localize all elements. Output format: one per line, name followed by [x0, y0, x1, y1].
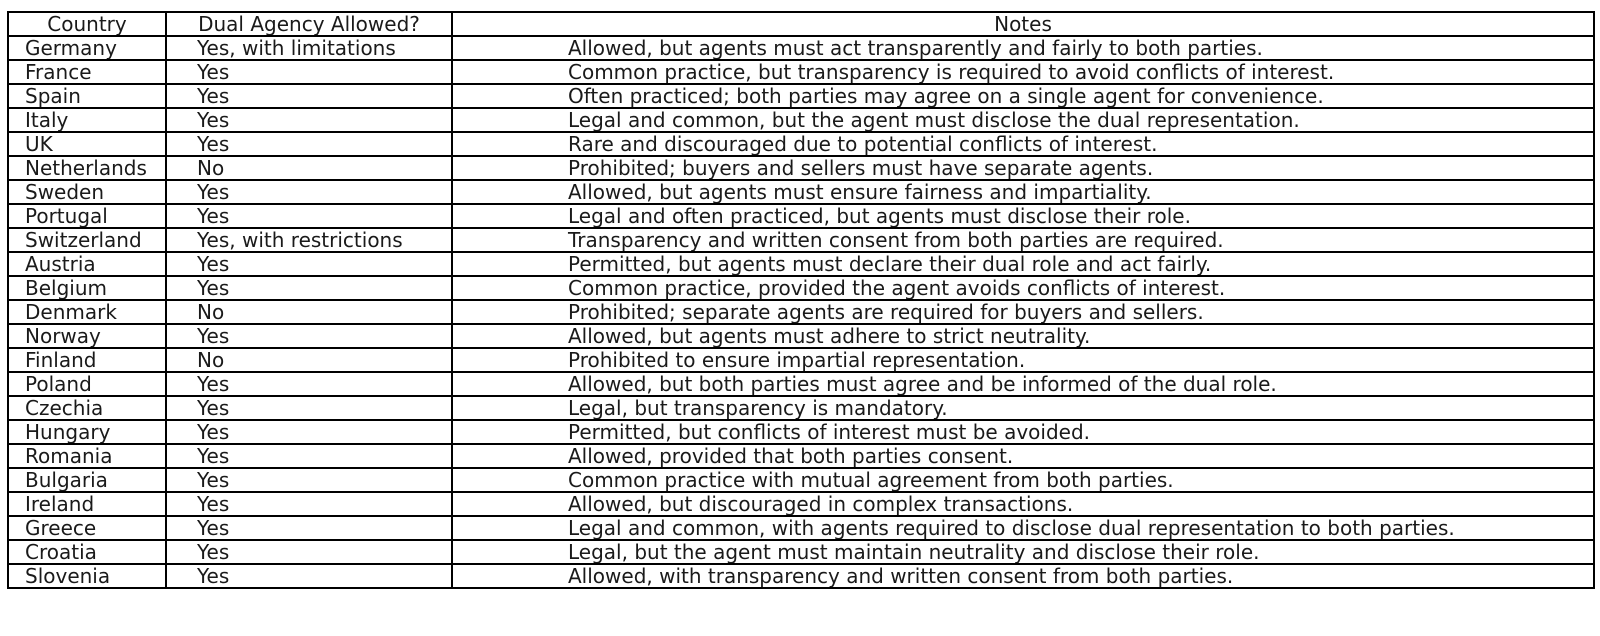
table-row — [8, 156, 1594, 180]
cell-dual-agency-allowed: Yes — [166, 468, 452, 492]
cell-country: Netherlands — [8, 156, 166, 180]
cell-notes: Allowed, provided that both parties consent. — [452, 444, 1594, 468]
cell-country: Slovenia — [8, 564, 166, 588]
table-row — [8, 324, 1594, 348]
cell-dual-agency-allowed: Yes — [166, 420, 452, 444]
cell-country: Croatia — [8, 540, 166, 564]
cell-notes: Legal and common, with agents required to disclose dual representation to both parties. — [452, 516, 1594, 540]
cell-notes: Allowed, but both parties must agree and be informed of the dual role. — [452, 372, 1594, 396]
table-row — [8, 84, 1594, 108]
cell-notes: Permitted, but conflicts of interest must be avoided. — [452, 420, 1594, 444]
cell-notes: Common practice, provided the agent avoids conflicts of interest. — [452, 276, 1594, 300]
cell-notes: Prohibited to ensure impartial representation. — [452, 348, 1594, 372]
cell-dual-agency-allowed: Yes — [166, 444, 452, 468]
header-dual-agency-allowed: Dual Agency Allowed? — [166, 12, 452, 36]
cell-notes: Allowed, but agents must ensure fairness and impartiality. — [452, 180, 1594, 204]
cell-dual-agency-allowed: Yes — [166, 60, 452, 84]
cell-notes: Legal and often practiced, but agents must disclose their role. — [452, 204, 1594, 228]
table-row — [8, 564, 1594, 588]
table-row — [8, 516, 1594, 540]
cell-notes: Allowed, but agents must adhere to strict neutrality. — [452, 324, 1594, 348]
cell-notes: Legal, but the agent must maintain neutrality and disclose their role. — [452, 540, 1594, 564]
header-notes: Notes — [452, 12, 1594, 36]
cell-dual-agency-allowed: No — [166, 156, 452, 180]
cell-notes: Allowed, with transparency and written consent from both parties. — [452, 564, 1594, 588]
header-country: Country — [8, 12, 166, 36]
table-row — [8, 276, 1594, 300]
cell-country: Finland — [8, 348, 166, 372]
header-row — [8, 12, 1594, 36]
cell-notes: Often practiced; both parties may agree on a single agent for convenience. — [452, 84, 1594, 108]
cell-dual-agency-allowed: Yes — [166, 276, 452, 300]
cell-notes: Prohibited; separate agents are required for buyers and sellers. — [452, 300, 1594, 324]
table-row — [8, 540, 1594, 564]
cell-dual-agency-allowed: Yes — [166, 84, 452, 108]
cell-country: Czechia — [8, 396, 166, 420]
dual-agency-table — [7, 11, 1595, 589]
cell-country: Bulgaria — [8, 468, 166, 492]
cell-notes: Transparency and written consent from both parties are required. — [452, 228, 1594, 252]
cell-notes: Legal and common, but the agent must disclose the dual representation. — [452, 108, 1594, 132]
cell-dual-agency-allowed: Yes — [166, 492, 452, 516]
cell-country: Romania — [8, 444, 166, 468]
cell-country: Austria — [8, 252, 166, 276]
cell-country: Spain — [8, 84, 166, 108]
table-row — [8, 468, 1594, 492]
table-row — [8, 180, 1594, 204]
cell-dual-agency-allowed: Yes — [166, 516, 452, 540]
table-row — [8, 60, 1594, 84]
table-row — [8, 204, 1594, 228]
cell-dual-agency-allowed: No — [166, 348, 452, 372]
cell-notes: Permitted, but agents must declare their dual role and act fairly. — [452, 252, 1594, 276]
cell-country: Poland — [8, 372, 166, 396]
cell-country: France — [8, 60, 166, 84]
cell-notes: Allowed, but discouraged in complex transactions. — [452, 492, 1594, 516]
cell-dual-agency-allowed: Yes — [166, 252, 452, 276]
table-row — [8, 228, 1594, 252]
table-row — [8, 300, 1594, 324]
cell-country: Hungary — [8, 420, 166, 444]
table-row — [8, 372, 1594, 396]
cell-dual-agency-allowed: Yes, with limitations — [166, 36, 452, 60]
cell-country: Portugal — [8, 204, 166, 228]
cell-notes: Common practice, but transparency is required to avoid conflicts of interest. — [452, 60, 1594, 84]
cell-dual-agency-allowed: Yes — [166, 180, 452, 204]
cell-country: Belgium — [8, 276, 166, 300]
cell-country: Switzerland — [8, 228, 166, 252]
cell-notes: Common practice with mutual agreement from both parties. — [452, 468, 1594, 492]
table-row — [8, 396, 1594, 420]
table-row — [8, 36, 1594, 60]
cell-dual-agency-allowed: Yes — [166, 324, 452, 348]
cell-country: Denmark — [8, 300, 166, 324]
table-row — [8, 492, 1594, 516]
cell-notes: Legal, but transparency is mandatory. — [452, 396, 1594, 420]
cell-dual-agency-allowed: Yes — [166, 564, 452, 588]
cell-dual-agency-allowed: Yes — [166, 132, 452, 156]
table-row — [8, 420, 1594, 444]
cell-notes: Rare and discouraged due to potential conflicts of interest. — [452, 132, 1594, 156]
cell-dual-agency-allowed: Yes — [166, 204, 452, 228]
cell-country: Norway — [8, 324, 166, 348]
table-row — [8, 252, 1594, 276]
cell-dual-agency-allowed: Yes, with restrictions — [166, 228, 452, 252]
cell-country: Italy — [8, 108, 166, 132]
cell-dual-agency-allowed: Yes — [166, 396, 452, 420]
cell-country: Germany — [8, 36, 166, 60]
cell-dual-agency-allowed: Yes — [166, 540, 452, 564]
cell-notes: Allowed, but agents must act transparently and fairly to both parties. — [452, 36, 1594, 60]
table-row — [8, 108, 1594, 132]
cell-notes: Prohibited; buyers and sellers must have separate agents. — [452, 156, 1594, 180]
cell-dual-agency-allowed: Yes — [166, 372, 452, 396]
table-row — [8, 444, 1594, 468]
table-row — [8, 348, 1594, 372]
cell-dual-agency-allowed: Yes — [166, 108, 452, 132]
cell-country: Ireland — [8, 492, 166, 516]
cell-country: Sweden — [8, 180, 166, 204]
cell-country: Greece — [8, 516, 166, 540]
cell-country: UK — [8, 132, 166, 156]
cell-dual-agency-allowed: No — [166, 300, 452, 324]
table-body — [8, 36, 1594, 588]
table-row — [8, 132, 1594, 156]
